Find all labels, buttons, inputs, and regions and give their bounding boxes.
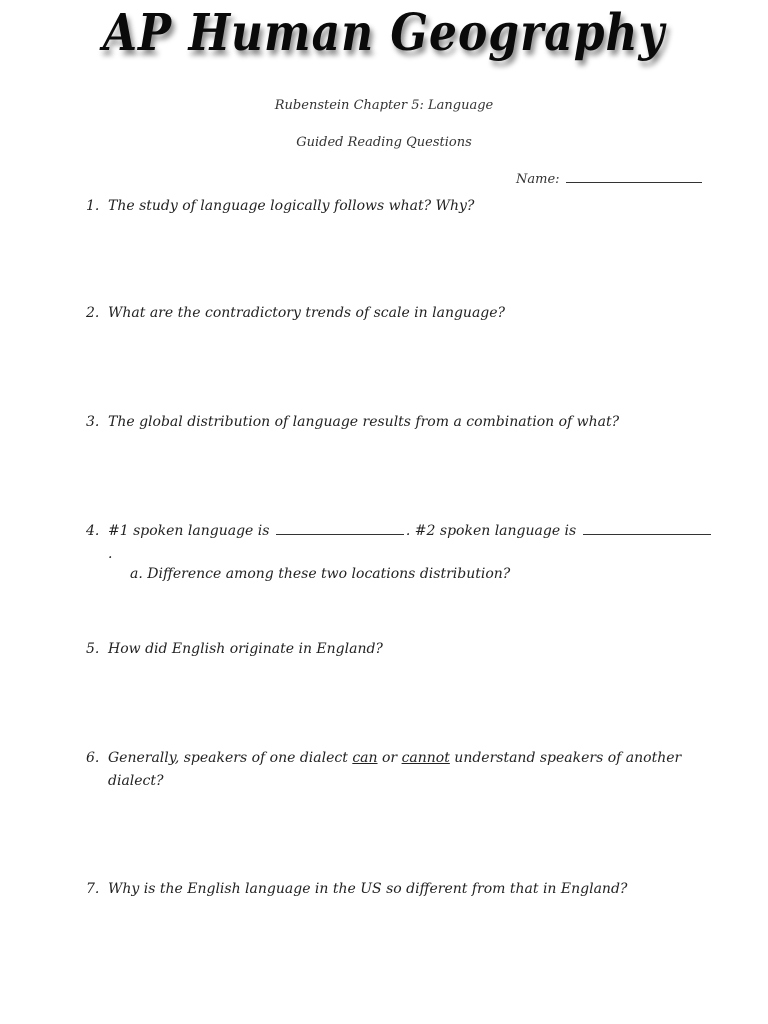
question-number: 6. [86,750,100,766]
question-4a [130,566,510,582]
question-number: 7. [86,881,100,897]
question-text: The study of language logically follows what? Why? [108,198,475,214]
guided-reading-subtitle: Guided Reading Questions [296,135,472,150]
question-number: 3. [86,414,100,430]
question-2 [86,302,716,325]
question-number: 4. [86,523,100,539]
question-7 [86,878,716,901]
question-number: 2. [86,305,100,321]
question-text: Why is the English language in the US so different from that in England? [108,881,628,897]
question-text-part: #1 spoken language is [108,523,270,539]
name-label: Name: [516,172,560,187]
answer-blank-2[interactable] [583,524,711,535]
name-blank[interactable] [566,172,702,183]
question-text-part: . #2 spoken language is [405,523,577,539]
question-number: 1. [86,198,100,214]
sub-question-letter: a. [130,566,143,582]
option-can: can [352,750,378,766]
chapter-subtitle: Rubenstein Chapter 5: Language [274,98,494,113]
question-6 [86,747,716,793]
question-text: The global distribution of language results from a combination of what? [108,414,620,430]
page-title: AP Human Geography [102,4,666,63]
answer-blank-1[interactable] [276,524,404,535]
question-text-part: Generally, speakers of one dialect [108,750,348,766]
question-number: 5. [86,641,100,657]
question-text: What are the contradictory trends of scale in language? [108,305,506,321]
question-1 [86,195,716,218]
question-3 [86,411,716,434]
question-text-part: . [108,546,113,562]
question-text-part: understand speakers of another dialect? [108,750,682,789]
name-field[interactable] [516,172,702,187]
question-4 [86,520,716,566]
question-text: How did English originate in England? [108,641,383,657]
question-5 [86,638,716,661]
sub-question-text: Difference among these two locations distribution? [147,566,511,582]
question-text-part: or [381,750,398,766]
option-cannot: cannot [401,750,450,766]
